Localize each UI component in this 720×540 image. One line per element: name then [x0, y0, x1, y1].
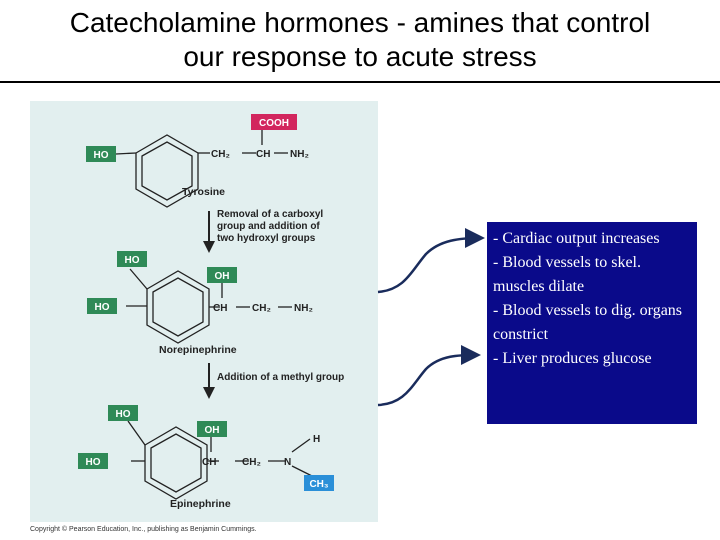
pathway-diagram — [30, 101, 378, 522]
svg-text:two hydroxyl groups: two hydroxyl groups — [217, 233, 316, 244]
hydroxyl-tag-norepinephrine-left — [87, 298, 117, 314]
svg-text:HO: HO — [94, 302, 110, 313]
benzene-ring-norepinephrine — [147, 271, 209, 343]
svg-text:CH₂: CH₂ — [242, 457, 261, 468]
svg-text:N: N — [284, 457, 292, 468]
svg-text:CH₂: CH₂ — [252, 303, 271, 314]
hydroxyl-tag-norepinephrine-top — [117, 251, 147, 267]
svg-text:NH₂: NH₂ — [294, 303, 313, 314]
svg-text:HO: HO — [115, 409, 131, 420]
svg-text:COOH: COOH — [259, 118, 289, 129]
step-2-conversion — [209, 363, 344, 393]
hydroxyl-tag-epinephrine-left — [78, 453, 108, 469]
copyright-credit: Copyright © Pearson Education, Inc., publishing as Benjamin Cummings. — [30, 526, 257, 533]
svg-text:H: H — [313, 434, 321, 445]
norepinephrine-label: Norepinephrine — [159, 344, 237, 356]
svg-text:CH: CH — [202, 457, 217, 468]
svg-text:Removal of a carboxyl: Removal of a carboxyl — [217, 209, 324, 220]
effect-item: - Blood vessels to dig. organs constrict — [493, 302, 683, 343]
svg-text:CH: CH — [256, 149, 271, 160]
tyrosine-molecule — [86, 114, 309, 207]
hydroxyl-tag-epinephrine-side — [197, 421, 227, 437]
title-line-1: Catecholamine hormones - amines that control — [69, 7, 651, 38]
arrow-epinephrine-to-effects — [378, 355, 476, 405]
stress-effects-box — [487, 222, 697, 424]
svg-text:HO: HO — [85, 457, 101, 468]
norepinephrine-molecule — [87, 251, 313, 356]
hydroxyl-tag-epinephrine-top — [108, 405, 138, 421]
benzene-ring-epinephrine — [145, 427, 207, 499]
tyrosine-label: Tyrosine — [182, 186, 225, 198]
svg-text:CH₂: CH₂ — [211, 149, 230, 160]
svg-text:HO: HO — [124, 255, 140, 266]
methyl-tag — [304, 475, 334, 491]
effect-item: - Blood vessels to skel. muscles dilate — [493, 254, 641, 295]
epinephrine-molecule — [78, 405, 334, 510]
effect-item: - Cardiac output increases — [493, 230, 660, 247]
svg-text:OH: OH — [204, 425, 220, 436]
title-divider — [0, 81, 720, 83]
carboxyl-tag — [251, 114, 297, 130]
step-1-conversion — [209, 209, 323, 247]
svg-text:CH₃: CH₃ — [309, 479, 329, 490]
catecholamine-synthesis-figure — [30, 101, 378, 522]
arrow-norepinephrine-to-effects — [378, 238, 480, 292]
hydroxyl-tag-norepinephrine-side — [207, 267, 237, 283]
svg-text:HO: HO — [93, 150, 109, 161]
svg-text:OH: OH — [214, 271, 230, 282]
svg-text:CH: CH — [213, 303, 228, 314]
slide-title — [0, 6, 720, 74]
hydroxyl-tag-tyrosine — [86, 146, 116, 162]
svg-text:group and addition of: group and addition of — [217, 221, 320, 232]
effect-item: - Liver produces glucose — [493, 350, 652, 367]
title-line-2: our response to acute stress — [183, 41, 537, 72]
epinephrine-label: Epinephrine — [170, 498, 231, 510]
svg-text:Addition of a methyl group: Addition of a methyl group — [217, 372, 345, 383]
svg-text:NH₂: NH₂ — [290, 149, 309, 160]
